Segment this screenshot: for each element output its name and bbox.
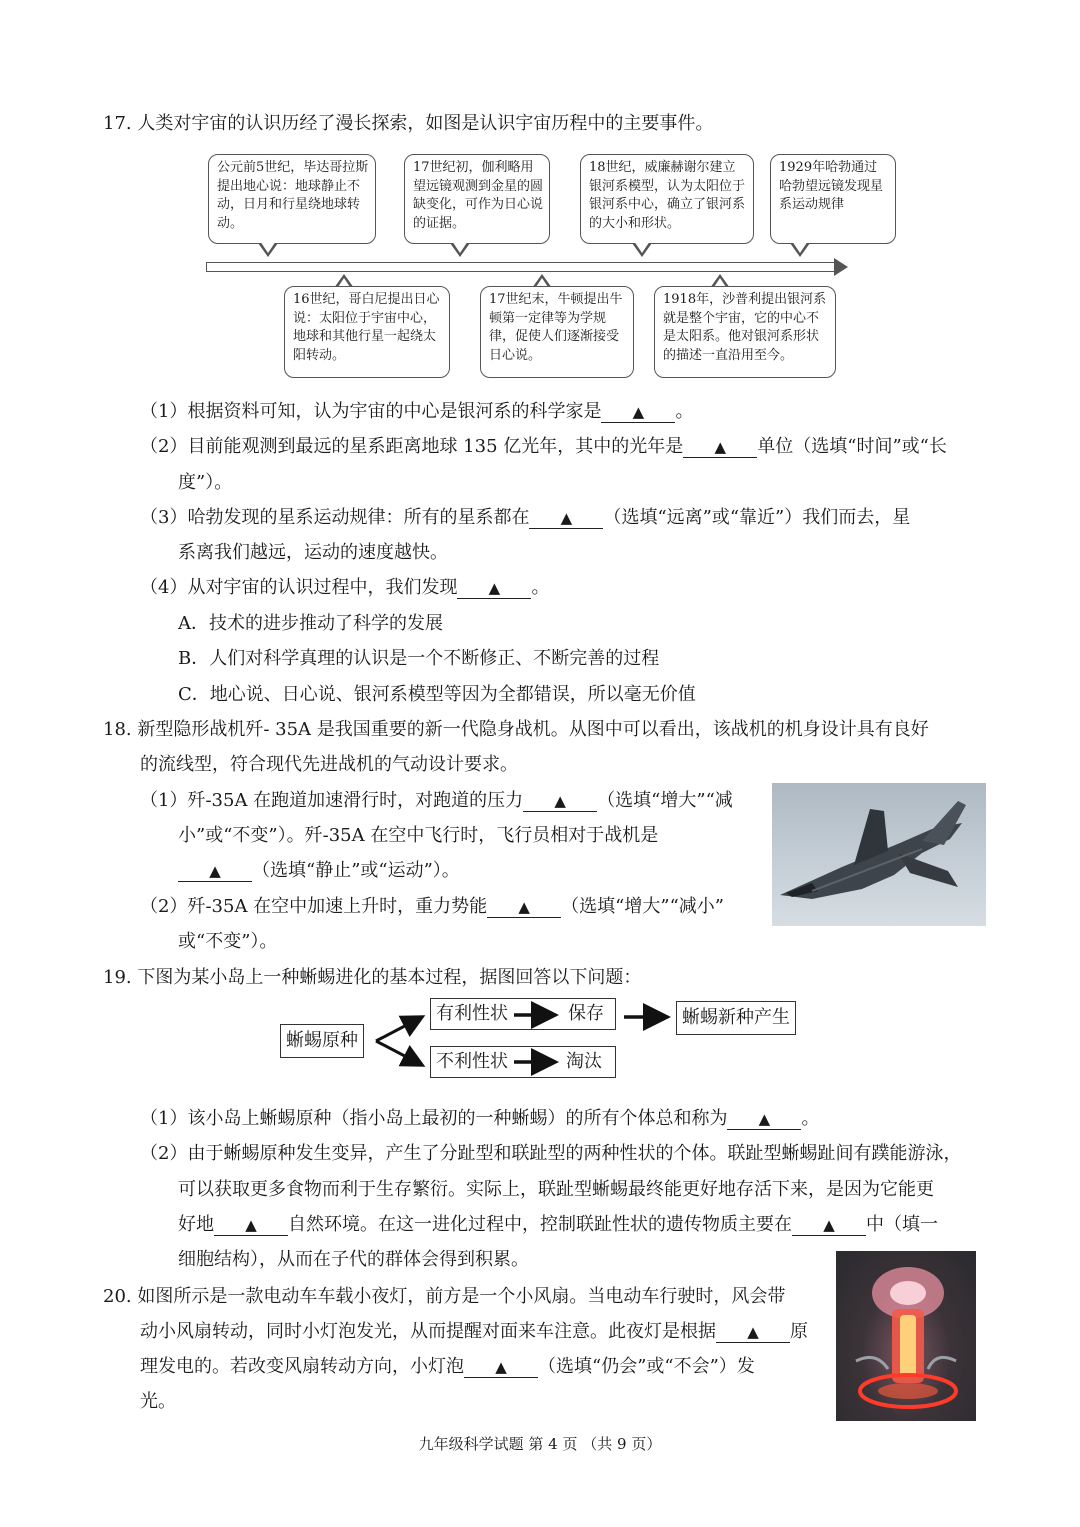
q20-line2: 动小风扇转动，同时小灯泡发光，从而提醒对面来车注意。此夜灯是根据 ▲ 原	[140, 1321, 808, 1342]
event-box-shapley: 1918年，沙普利提出银河系就是整个宇宙，它的中心不是太阳系。他对银河系形状的描述一直沿用至今。	[654, 286, 836, 378]
answer-blank[interactable]: ▲	[457, 578, 531, 599]
q19-part2: （2）由于蜥蜴原种发生变异，产生了分趾型和联趾型的两种性状的个体。联趾型蜥蜴趾间有蹼能游泳，	[140, 1143, 962, 1164]
q20-line3: 理发电的。若改变风扇转动方向，小灯泡 ▲ （选填“仍会”或“不会”）发	[140, 1356, 755, 1377]
q17-part2-cont: 度”）。	[178, 472, 233, 493]
answer-blank[interactable]: ▲	[464, 1357, 538, 1378]
q18-stem: 18. 新型隐形战机歼- 35A 是我国重要的新一代隐身战机。从图中可以看出，该战机的机身设计具有良好	[103, 719, 929, 740]
q20-line1: 20. 如图所示是一款电动车车载小夜灯，前方是一个小风扇。当电动车行驶时，风会带	[103, 1286, 786, 1307]
q17-part4: （4）从对宇宙的认识过程中，我们发现 ▲ 。	[140, 577, 550, 598]
flow-new-species-box: 蜥蜴新种产生	[676, 1001, 796, 1035]
answer-blank[interactable]: ▲	[601, 402, 675, 423]
q17-part1: （1）根据资料可知，认为宇宙的中心是银河系的科学家是 ▲ 。	[140, 401, 694, 422]
q17-part3: （3）哈勃发现的星系运动规律：所有的星系都在 ▲ （选填“远离”或“靠近”）我们而去，星	[140, 507, 911, 528]
q20-line4: 光。	[140, 1391, 176, 1412]
flow-origin-box: 蜥蜴原种	[280, 1024, 364, 1058]
q17-option-c: C．地心说、日心说、银河系模型等因为全都错误，所以毫无价值	[178, 684, 696, 705]
answer-blank[interactable]: ▲	[529, 508, 603, 529]
answer-blank[interactable]: ▲	[523, 791, 597, 812]
answer-blank[interactable]: ▲	[214, 1215, 288, 1236]
event-box-herschel: 18世纪，威廉赫谢尔建立银河系模型，认为太阳位于银河系中心，确立了银河系的大小和形状。	[580, 154, 754, 244]
event-box-pythagoras: 公元前5世纪，毕达哥拉斯提出地心说：地球静止不动，日月和行星绕地球转动。	[208, 154, 376, 244]
answer-blank[interactable]: ▲	[683, 437, 757, 458]
event-box-copernicus: 16世纪，哥白尼提出日心说：太阳位于宇宙中心，地球和其他行星一起绕太阳转动。	[284, 286, 450, 378]
q19-part2-cont: 可以获取更多食物而利于生存繁衍。实际上，联趾型蜥蜴最终能更好地存活下来，是因为它能更	[178, 1179, 934, 1200]
night-light-icon	[836, 1251, 976, 1421]
q18-part1: （1）歼-35A 在跑道加速滑行时，对跑道的压力 ▲ （选填“增大”“减	[140, 790, 733, 811]
event-box-hubble: 1929年哈勃通过哈勃望远镜发现星系运动规律	[770, 154, 896, 244]
flow-eliminate-label: 淘汰	[566, 1051, 602, 1072]
q17-part2: （2）目前能观测到最远的星系距离地球 135 亿光年，其中的光年是 ▲ 单位（选填“时间”或“长	[140, 436, 947, 457]
q19-part2-cont2: 好地 ▲ 自然环境。在这一进化过程中，控制联趾性状的遗传物质主要在 ▲ 中（填一	[178, 1214, 938, 1235]
answer-blank[interactable]: ▲	[487, 897, 561, 918]
event-box-newton: 17世纪末，牛顿提出牛顿第一定律等为学规律，促使人们逐渐接受日心说。	[480, 286, 634, 378]
q17-option-b: B．人们对科学真理的认识是一个不断修正、不断完善的过程	[178, 648, 660, 669]
q19-stem: 19. 下图为某小岛上一种蜥蜴进化的基本过程，据图回答以下问题：	[103, 967, 642, 988]
q19-part1: （1）该小岛上蜥蜴原种（指小岛上最初的一种蜥蜴）的所有个体总和称为 ▲ 。	[140, 1108, 820, 1129]
q19-part2-cont3: 细胞结构），从而在子代的群体会得到积累。	[178, 1249, 529, 1270]
answer-blank[interactable]: ▲	[178, 861, 252, 882]
q17-part3-cont: 系离我们越远，运动的速度越快。	[178, 542, 448, 563]
answer-blank[interactable]: ▲	[792, 1215, 866, 1236]
night-light-photo	[836, 1251, 976, 1421]
answer-blank[interactable]: ▲	[716, 1322, 790, 1343]
q17-option-a: A．技术的进步推动了科学的发展	[178, 613, 443, 634]
q17-stem: 17. 人类对宇宙的认识历经了漫长探索，如图是认识宇宙历程中的主要事件。	[103, 113, 714, 134]
flow-favorable-box: 有利性状	[430, 998, 616, 1030]
flow-keep-label: 保存	[568, 1003, 604, 1024]
event-box-galileo: 17世纪初，伽利略用望远镜观测到金星的圆缺变化，可作为日心说的证据。	[404, 154, 550, 244]
q18-part1-cont: 小”或“不变”）。歼-35A 在空中飞行时，飞行员相对于战机是	[178, 825, 659, 846]
answer-blank[interactable]: ▲	[727, 1109, 801, 1130]
q18-stem-cont: 的流线型，符合现代先进战机的气动设计要求。	[140, 754, 518, 775]
page-footer: 九年级科学试题 第 4 页 （共 9 页）	[418, 1435, 662, 1453]
q18-part2: （2）歼-35A 在空中加速上升时，重力势能 ▲ （选填“增大”“减小”	[140, 896, 724, 917]
q18-part1-cont2: ▲ （选填“静止”或“运动”）。	[178, 859, 460, 883]
q18-part2-cont: 或“不变”）。	[178, 931, 278, 952]
flow-unfavorable-box: 不利性状	[430, 1046, 616, 1078]
